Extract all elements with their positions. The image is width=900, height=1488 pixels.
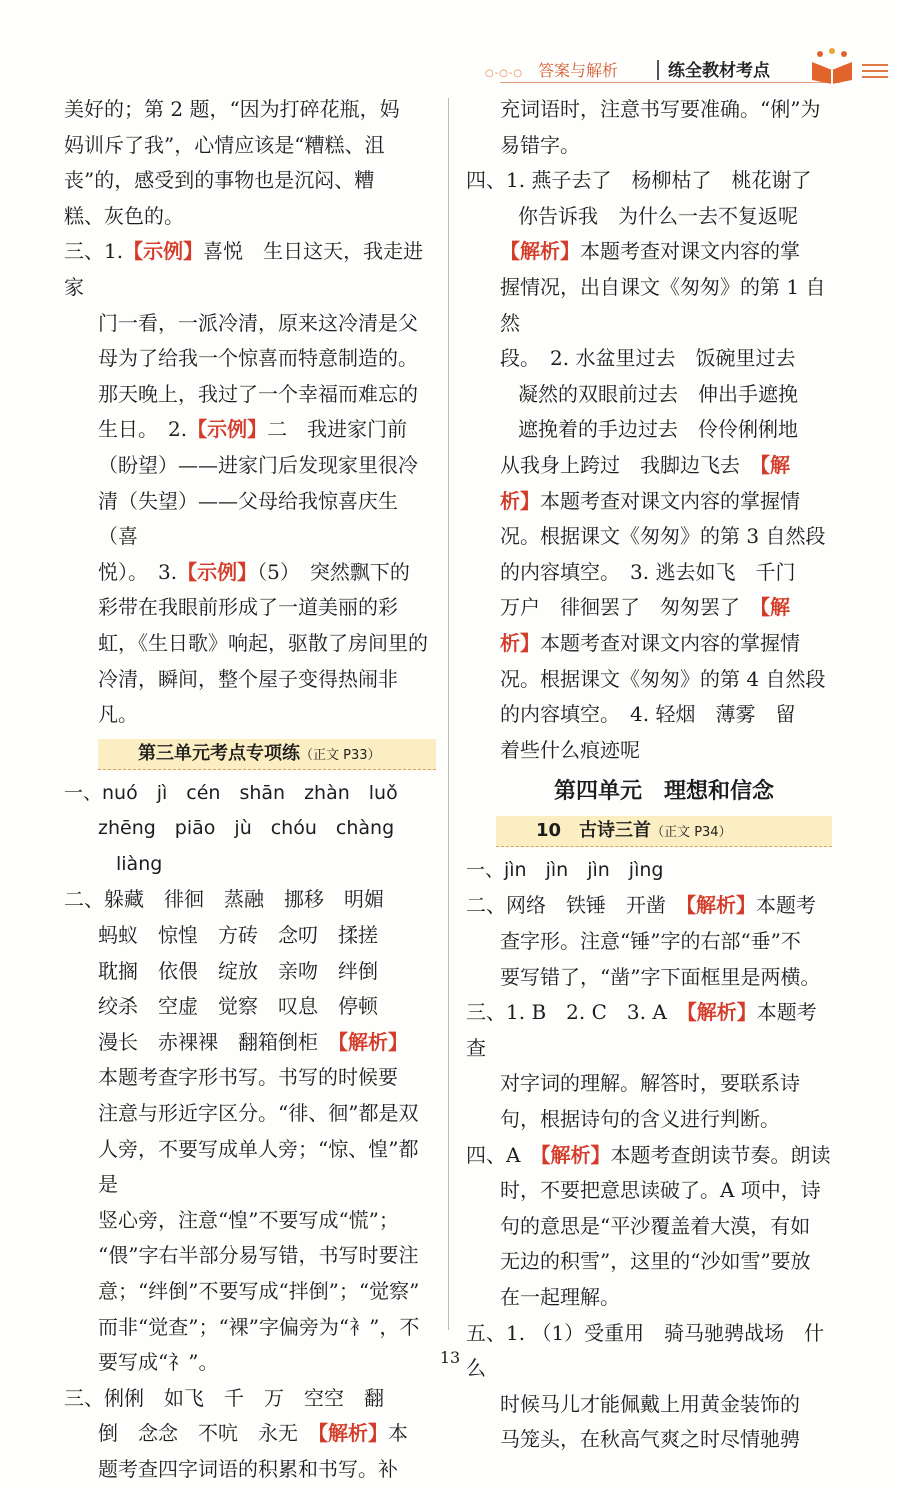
answer-line [466,1316,832,1387]
line-text: （5） 突然飘下的 [257,559,410,584]
answer-line [64,128,436,164]
line-text: 题考查四字词语的积累和书写。补 [98,1456,398,1481]
line-prefix: 倒 念念 不吭 永无 [98,1421,318,1446]
line-text: 时，不要把意思读破了。A 项中，诗 [500,1178,821,1203]
answer-tag: 【示例】 [177,559,258,584]
line-text: 虹，《生日歌》响起，驱散了房间里的 [98,630,428,655]
answer-line [466,1422,832,1458]
answer-line [64,954,436,990]
line-text: 冷清，瞬间，整个屋子变得热闹非凡。 [98,666,398,727]
answer-line [64,1096,436,1132]
line-text: 绞杀 空虚 觉察 叹息 停顿 [98,994,378,1019]
answer-line [466,163,832,199]
decorative-dots: ○-○-○ [485,68,523,79]
line-text: 喜悦 生日这天，我走进家 [64,239,424,299]
answer-line [64,626,436,662]
line-text: 况。根据课文《匆匆》的第 3 自然段 [500,524,826,549]
answer-line [64,163,436,199]
answer-line [64,1310,436,1346]
answer-tag: 【解析】 [686,893,756,918]
answer-line [64,1274,436,1310]
line-text: （盼望）——进家门后发现家里很冷 [98,452,418,477]
answer-tag: 【解 [760,595,790,620]
line-text: 握情况，出自课文《匆匆》的第 1 自然 [500,274,826,335]
line-text: 妈训斥了我”，心情应该是“糟糕、沮 [64,132,385,157]
answer-line [466,448,832,484]
line-text: 本题考查对课文内容的掌握情 [540,630,800,655]
line-prefix: 漫长 赤裸裸 翻箱倒柜 [98,1029,338,1054]
answer-line [466,662,832,698]
answer-line [64,448,436,484]
answer-line [64,882,436,918]
line-text: 的内容填空。 4. 轻烟 薄雾 留 [500,702,796,727]
line-text: 那天晚上，我过了一个幸福而难忘的 [98,381,418,406]
answer-line [466,590,832,626]
line-text: 况。根据课文《匆匆》的第 4 自然段 [500,666,826,691]
answer-line [64,341,436,377]
line-prefix: 万户 徘徊罢了 匆匆罢了 [500,595,760,620]
line-text: 糕、灰色的。 [64,203,184,228]
answer-line [466,697,832,733]
line-text: 母为了给我一个惊喜而特意制造的。 [98,346,418,371]
answer-line [64,412,436,448]
answer-line [64,590,436,626]
line-prefix: 生日。 2. [98,417,188,442]
answer-line [64,918,436,954]
book-logo-icon [808,46,856,86]
line-text: 而非“觉查”；“裸”字偏旁为“衤”，不 [98,1314,420,1339]
answer-line [64,1452,436,1488]
line-text: 无边的积雪”，这里的“沙如雪”要放 [500,1249,811,1274]
answer-line [64,1132,436,1203]
line-text: 三、俐俐 如飞 千 万 空空 翻 [64,1385,384,1410]
answer-line [64,484,436,555]
line-text: 要写错了，“凿”字下面框里是两横。 [500,964,821,989]
section-bar [98,739,436,770]
answer-line [466,733,832,769]
page-header [470,44,890,88]
answer-line [466,92,832,128]
answer-line [466,128,832,164]
line-text: 时候马儿才能佩戴上用黄金装饰的 [500,1391,800,1416]
line-text: 要写成“礻”。 [98,1350,219,1375]
answer-line [466,484,832,520]
section-bar-ref: （正文 P33） [300,747,381,763]
lesson-bar-title: 10 古诗三首 [536,819,652,841]
line-text: 本题考 [756,893,816,918]
answer-tag: 【解析】 [338,1029,408,1054]
page-number: 13 [439,1348,461,1367]
line-prefix: 四、A [466,1142,541,1167]
answer-line [466,924,832,960]
line-prefix: 二、网络 铁锤 开凿 [466,893,686,918]
column-divider [448,98,449,1330]
line-prefix: 三、1. B 2. C 3. A [466,1000,687,1025]
answer-line [64,377,436,413]
answer-tag: 析】 [500,488,540,513]
line-text: 本题考查对课文内容的掌 [580,239,800,264]
answer-tag: 【解析】 [686,1000,757,1025]
answer-line [466,341,832,377]
answer-tag: 【解析】 [318,1421,388,1446]
line-prefix: 从我身上跨过 我脚边飞去 [500,452,760,477]
line-text: 竖心旁，注意“惶”不要写成“慌”； [98,1207,399,1232]
answer-tag: 【解 [760,452,790,477]
line-text: 门一看，一派冷清，原来这冷清是父 [98,310,418,335]
line-text: 充词语时，注意书写要准确。“俐”为 [500,97,821,121]
answer-line [466,555,832,591]
lesson-bar [496,816,832,847]
answer-line [64,1381,436,1417]
answer-tag: 【示例】 [123,239,204,264]
header-section: 答案与解析 [538,61,619,80]
line-text: 易错字。 [500,132,580,157]
pinyin-row: 一、nuó jì cén shān zhàn luǒ [64,781,398,804]
answer-line [64,1060,436,1096]
section-bar-title: 第三单元考点专项练 [138,742,300,764]
line-text: 一、jìn jìn jìn jìng [466,858,664,881]
answer-line [64,1203,436,1239]
line-prefix: 悦）。 3. [98,559,178,584]
line-text: 蚂蚁 惊惶 方砖 念叨 揉搓 [98,923,378,948]
line-text: 美好的；第 2 题，“因为打碎花瓶，妈 [64,97,400,121]
line-text: 本题考查对课文内容的掌握情 [540,488,800,513]
line-text: 段。 2. 水盆里过去 饭碗里过去 [500,346,796,371]
line-text: 查字形。注意“锤”字的右部“垂”不 [500,929,801,954]
answer-line [64,1025,436,1061]
answer-line [466,1280,832,1316]
line-text: 丧”的，感受到的事物也是沉闷、糟 [64,168,375,193]
answer-line [466,1244,832,1280]
answer-line [64,92,436,128]
answer-line [466,1138,832,1174]
line-text: 意；“绊倒”不要写成“拌倒”；“觉察” [98,1279,420,1303]
line-text: “偎”字右半部分易写错，书写时要注 [98,1243,419,1268]
answer-tag: 【解析】 [500,239,580,264]
answer-line [466,853,832,889]
line-text: 句的意思是“平沙覆盖着大漠，有如 [500,1213,811,1238]
answer-line [466,199,832,235]
line-text: 对字词的理解。解答时，要联系诗 [500,1071,800,1096]
line-text: 句，根据诗句的含义进行判断。 [500,1107,780,1132]
answer-line [64,306,436,342]
line-text: 着些什么痕迹呢 [500,737,640,762]
answer-line [64,1345,436,1381]
lesson-bar-ref: （正文 P34） [651,824,732,840]
line-text: 人旁，不要写成单人旁；“惊、惶”都是 [98,1136,419,1197]
pinyin-row: zhēng piāo jù chóu chàng [98,817,395,840]
line-text: 二 我进家门前 [267,417,408,442]
answer-line [64,989,436,1025]
answer-line [466,888,832,924]
line-text: 注意与形近字区分。“徘、徊”都是双 [98,1101,419,1126]
answer-tag: 析】 [500,630,540,655]
unit-title: 第四单元 理想和信念 [553,779,774,805]
line-text: 马笼头，在秋高气爽之时尽情驰骋 [500,1427,800,1452]
answer-line [466,519,832,555]
line-text: 的内容填空。 3. 逃去如飞 千门 [500,559,796,584]
line-text: 四、1. 燕子去了 杨柳枯了 桃花谢了 [466,168,812,193]
answer-line [466,270,832,341]
line-text: 在一起理解。 [500,1285,620,1309]
line-text: 本题考查朗读节奏。朗读 [610,1142,831,1167]
line-text: 遮挽着的手边过去 伶伶俐俐地 [518,417,798,442]
answer-tag: 【示例】 [187,417,268,442]
line-text: 本题考查 [466,1000,817,1060]
answer-line [466,1387,832,1423]
answer-line [64,555,436,591]
answer-line [466,1173,832,1209]
line-text: 彩带在我眼前形成了一道美丽的彩 [98,595,398,620]
line-text: 本 [388,1421,408,1446]
answer-line [466,960,832,996]
line-prefix: 三、1. [64,239,124,264]
left-column [64,92,436,1488]
answer-line [466,1102,832,1138]
header-book-title: 练全教材考点 [668,61,770,81]
line-text: 你告诉我 为什么一去不复返呢 [518,203,798,228]
answer-line [466,1209,832,1245]
answer-tag: 【解析】 [540,1142,611,1167]
line-text: 五、1. （1）受重用 骑马驰骋战场 什么 [466,1320,825,1381]
line-text: 耽搁 依偎 绽放 亲吻 绊倒 [98,958,378,983]
header-separator [657,60,659,80]
answer-line [466,1066,832,1102]
answer-line [466,995,832,1066]
answer-line [64,1416,436,1452]
header-rule [500,82,840,83]
pinyin-row: liàng [116,852,163,875]
answer-line [64,662,436,733]
line-text: 二、躲藏 徘徊 蒸融 挪移 明媚 [64,887,384,912]
line-text: 本题考查字形书写。书写的时候要 [98,1065,398,1090]
answer-line [64,199,436,235]
answer-line [64,1238,436,1274]
line-text: 清（失望）——父母给我惊喜庆生（喜 [98,488,398,549]
answer-line [466,377,832,413]
right-column [466,92,832,1458]
answer-line [466,412,832,448]
answer-line [466,234,832,270]
decorative-stripes [862,64,888,82]
answer-line [466,626,832,662]
line-text: 凝然的双眼前过去 伸出手遮挽 [518,381,798,406]
answer-line [64,234,436,305]
